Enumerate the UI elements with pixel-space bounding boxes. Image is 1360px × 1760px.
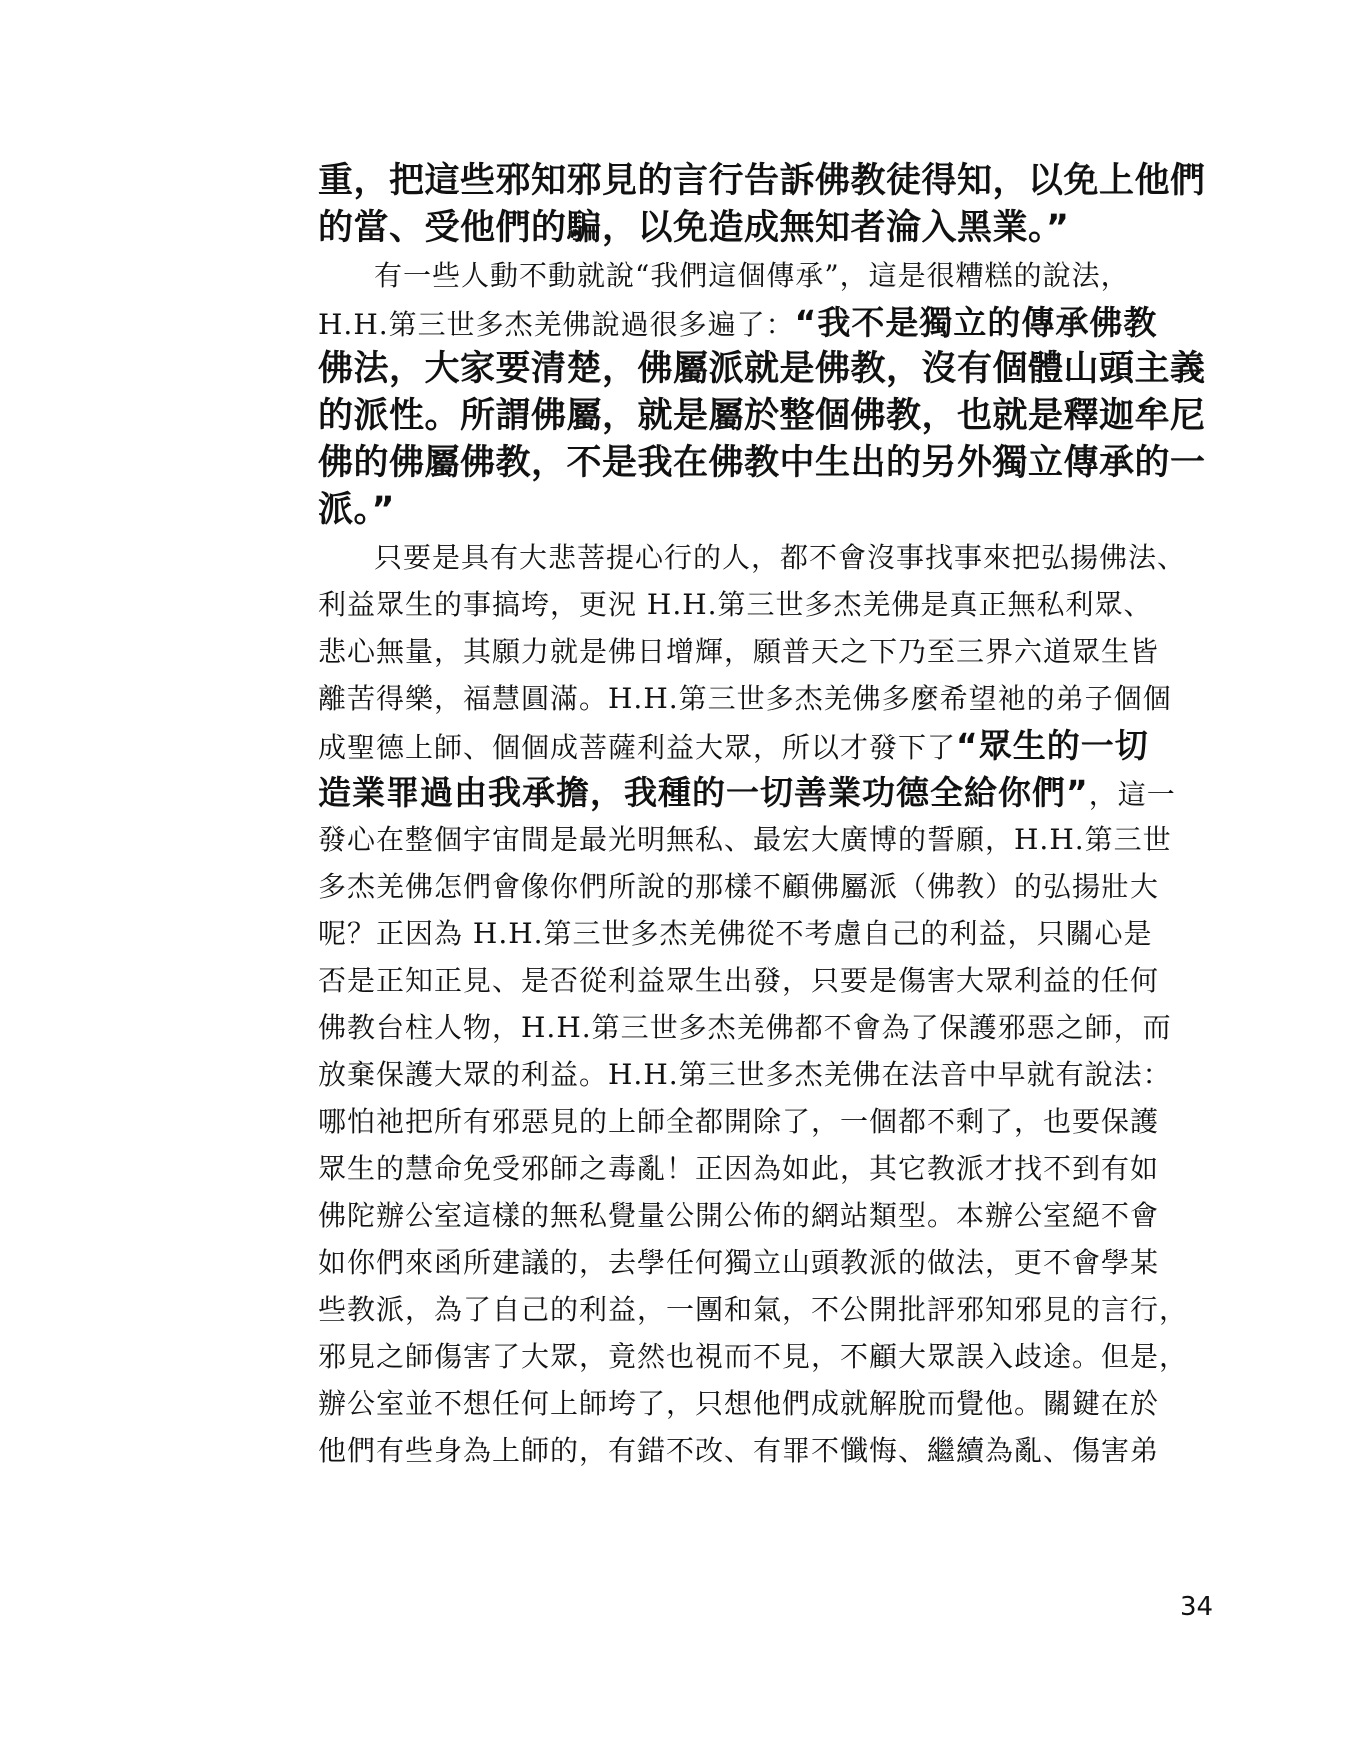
text-segment: 利益眾生的事搞垮，更況 H.H.第三世多杰羌佛是真正無私利眾、 xyxy=(318,588,1153,621)
text-line xyxy=(318,628,1224,675)
text-line xyxy=(318,1051,1224,1098)
text-line xyxy=(318,534,1224,581)
bold-text-segment: 重，把這些邪知邪見的言行告訴佛教徒得知，以免上他們 xyxy=(318,161,1206,201)
text-line xyxy=(318,816,1224,863)
text-line xyxy=(318,910,1224,957)
bold-text-segment: 的當、受他們的騙，以免造成無知者淪入黑業。” xyxy=(318,208,1070,248)
page-content xyxy=(318,158,1224,1474)
text-line xyxy=(318,722,1224,769)
bold-text-segment: 派。” xyxy=(318,490,396,530)
text-segment: 佛教台柱人物，H.H.第三世多杰羌佛都不會為了保護邪惡之師，而 xyxy=(318,1011,1172,1044)
text-line xyxy=(318,158,1224,205)
text-line xyxy=(318,346,1224,393)
text-segment: 些教派，為了自己的利益，一團和氣，不公開批評邪知邪見的言行， xyxy=(318,1293,1189,1326)
text-line xyxy=(318,393,1224,440)
text-segment: 如你們來函所建議的，去學任何獨立山頭教派的做法，更不會學某 xyxy=(318,1246,1160,1279)
text-line xyxy=(318,1098,1224,1145)
text-segment: 悲心無量，其願力就是佛日增輝，願普天之下乃至三界六道眾生皆 xyxy=(318,635,1160,668)
text-segment: 否是正知正見、是否從利益眾生出發，只要是傷害大眾利益的任何 xyxy=(318,964,1160,997)
text-segment: 哪怕祂把所有邪惡見的上師全都開除了，一個都不剩了，也要保護 xyxy=(318,1105,1160,1138)
text-segment: 他們有些身為上師的，有錯不改、有罪不懺悔、繼續為亂、傷害弟 xyxy=(318,1434,1160,1467)
text-line xyxy=(318,1333,1224,1380)
bold-text-segment: 佛法，大家要清楚，佛屬派就是佛教，沒有個體山頭主義 xyxy=(318,349,1206,389)
text-segment: 多杰羌佛怎們會像你們所說的那樣不顧佛屬派（佛教）的弘揚壯大 xyxy=(318,870,1160,903)
text-segment: 發心在整個宇宙間是最光明無私、最宏大廣博的誓願，H.H.第三世 xyxy=(318,823,1172,856)
bold-text-segment: “眾生的一切 xyxy=(956,726,1149,765)
text-line xyxy=(318,1427,1224,1474)
text-line xyxy=(318,769,1224,816)
text-segment: 有一些人動不動就說“我們這個傳承”，這是很糟糕的說法， xyxy=(374,259,1130,292)
text-line xyxy=(318,252,1224,299)
text-line xyxy=(318,299,1224,346)
text-segment: ，這一 xyxy=(1088,778,1176,811)
bold-text-segment: 佛的佛屬佛教，不是我在佛教中生出的另外獨立傳承的一 xyxy=(318,443,1206,483)
page-number: 34 xyxy=(1180,1592,1214,1622)
text-line xyxy=(318,1145,1224,1192)
bold-text-segment: 的派性。所謂佛屬，就是屬於整個佛教，也就是釋迦牟尼 xyxy=(318,396,1206,436)
text-line xyxy=(318,1380,1224,1427)
text-segment: H.H.第三世多杰羌佛說過很多遍了： xyxy=(318,308,795,341)
text-segment: 離苦得樂，福慧圓滿。H.H.第三世多杰羌佛多麼希望祂的弟子個個 xyxy=(318,682,1172,715)
text-segment: 放棄保護大眾的利益。H.H.第三世多杰羌佛在法音中早就有說法： xyxy=(318,1058,1172,1091)
text-line xyxy=(318,863,1224,910)
text-line xyxy=(318,1286,1224,1333)
text-line xyxy=(318,205,1224,252)
text-segment: 佛陀辦公室這樣的無私覺量公開公佈的網站類型。本辦公室絕不會 xyxy=(318,1199,1160,1232)
text-segment: 成聖德上師、個個成菩薩利益大眾，所以才發下了 xyxy=(318,731,957,764)
text-line xyxy=(318,487,1224,534)
text-segment: 只要是具有大悲菩提心行的人，都不會沒事找事來把弘揚佛法、 xyxy=(374,541,1187,574)
text-segment: 辦公室並不想任何上師垮了，只想他們成就解脫而覺他。關鍵在於 xyxy=(318,1387,1160,1420)
text-segment: 呢？正因為 H.H.第三世多杰羌佛從不考慮自己的利益，只關心是 xyxy=(318,917,1153,950)
text-segment: 眾生的慧命免受邪師之毒亂！正因為如此，其它教派才找不到有如 xyxy=(318,1152,1160,1185)
bold-text-segment: “我不是獨立的傳承佛教 xyxy=(794,303,1158,342)
text-line xyxy=(318,1239,1224,1286)
text-line xyxy=(318,1004,1224,1051)
text-line xyxy=(318,675,1224,722)
text-line xyxy=(318,1192,1224,1239)
text-line xyxy=(318,440,1224,487)
text-segment: 邪見之師傷害了大眾，竟然也視而不見，不顧大眾誤入歧途。但是， xyxy=(318,1340,1189,1373)
text-line xyxy=(318,957,1224,1004)
text-line xyxy=(318,581,1224,628)
bold-text-segment: 造業罪過由我承擔，我種的一切善業功德全給你們” xyxy=(318,773,1089,812)
